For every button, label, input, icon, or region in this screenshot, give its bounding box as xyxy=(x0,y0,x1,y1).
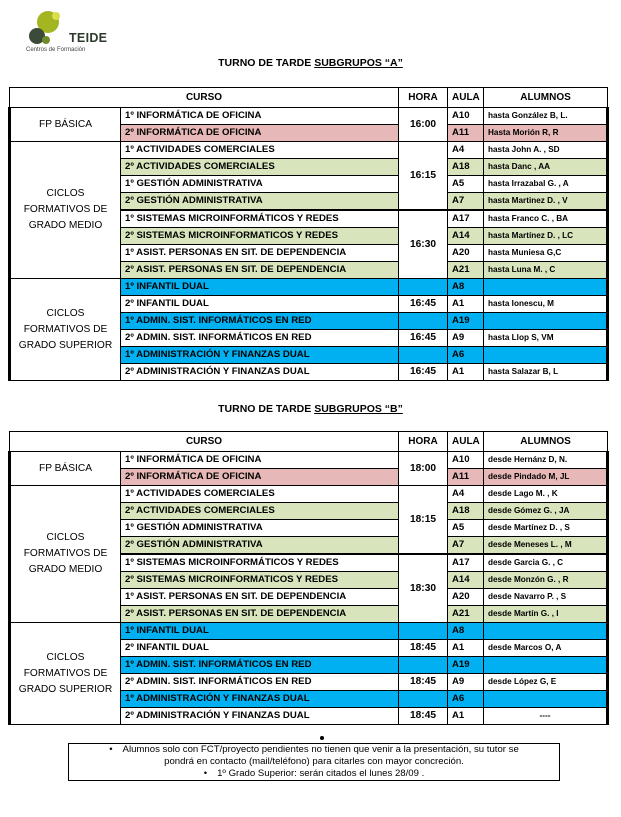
hora-cell: 16:45 xyxy=(399,330,448,347)
aula-cell: A20 xyxy=(448,589,484,606)
alumnos-cell: desde Monzón G. , R xyxy=(484,572,608,589)
alumnos-cell: desde Pindado M, JL xyxy=(484,469,608,486)
bullet-icon: • xyxy=(109,744,113,755)
alumnos-cell: hasta González B, L. xyxy=(484,108,608,125)
hora-cell xyxy=(399,313,448,330)
hora-cell: 16:30 xyxy=(399,210,448,279)
course-cell: 2º INFANTIL DUAL xyxy=(121,640,399,657)
aula-cell: A4 xyxy=(448,142,484,159)
aula-cell: A7 xyxy=(448,193,484,211)
group-fp-basica: FP BÁSICA xyxy=(10,452,121,486)
aula-cell: A6 xyxy=(448,691,484,708)
aula-cell: A17 xyxy=(448,210,484,228)
alumnos-cell xyxy=(484,691,608,708)
aula-cell: A5 xyxy=(448,520,484,537)
course-cell: 2º SISTEMAS MICROINFORMATICOS Y REDES xyxy=(121,572,399,589)
course-cell: 1º ACTIVIDADES COMERCIALES xyxy=(121,486,399,503)
hora-cell: 16:45 xyxy=(399,364,448,381)
course-cell: 1º SISTEMAS MICROINFORMÁTICOS Y REDES xyxy=(121,210,399,228)
table-row xyxy=(10,486,608,503)
aula-cell: A5 xyxy=(448,176,484,193)
hora-cell: 18:45 xyxy=(399,640,448,657)
aula-cell: A11 xyxy=(448,469,484,486)
alumnos-cell: hasta Muniesa G,C xyxy=(484,245,608,262)
header-aula: AULA xyxy=(448,432,484,452)
note-line-1 xyxy=(69,744,559,756)
alumnos-cell xyxy=(484,657,608,674)
alumnos-cell: ---- xyxy=(484,708,608,725)
logo-subtitle: Centros de Formación xyxy=(26,47,86,53)
aula-cell: A1 xyxy=(448,364,484,381)
aula-cell: A11 xyxy=(448,125,484,142)
course-cell: 2º ADMINISTRACIÓN Y FINANZAS DUAL xyxy=(121,708,399,725)
hora-cell: 18:45 xyxy=(399,708,448,725)
course-cell: 1º ADMINISTRACIÓN Y FINANZAS DUAL xyxy=(121,347,399,364)
alumnos-cell xyxy=(484,313,608,330)
group-grado-superior: CICLOS FORMATIVOS DE GRADO SUPERIOR xyxy=(10,279,121,381)
title-subgroup-b xyxy=(0,403,621,415)
hora-cell: 16:00 xyxy=(399,108,448,142)
table-row xyxy=(10,108,608,125)
aula-cell: A18 xyxy=(448,159,484,176)
note-line-3 xyxy=(69,768,559,780)
course-cell: 1º INFORMÁTICA DE OFICINA xyxy=(121,452,399,469)
aula-cell: A20 xyxy=(448,245,484,262)
header-hora: HORA xyxy=(399,432,448,452)
header-aula: AULA xyxy=(448,88,484,108)
header-curso: CURSO xyxy=(10,432,399,452)
alumnos-cell: hasta Luna M. , C xyxy=(484,262,608,279)
course-cell: 2º ACTIVIDADES COMERCIALES xyxy=(121,503,399,520)
bullet-icon: • xyxy=(203,768,208,779)
course-cell: 1º INFORMÁTICA DE OFICINA xyxy=(121,108,399,125)
course-cell: 2º GESTIÓN ADMINISTRATIVA xyxy=(121,193,399,211)
course-cell: 1º GESTIÓN ADMINISTRATIVA xyxy=(121,176,399,193)
hora-cell: 16:15 xyxy=(399,142,448,211)
aula-cell: A17 xyxy=(448,554,484,572)
teide-logo xyxy=(24,10,108,54)
course-cell: 2º INFORMÁTICA DE OFICINA xyxy=(121,469,399,486)
schedule-table-a xyxy=(8,87,609,381)
course-cell: 1º ASIST. PERSONAS EN SIT. DE DEPENDENCIA xyxy=(121,589,399,606)
alumnos-cell: hasta Martínez D. , LC xyxy=(484,228,608,245)
title-a-underlined: SUBGRUPOS “A” xyxy=(314,57,403,69)
aula-cell: A9 xyxy=(448,674,484,691)
aula-cell: A1 xyxy=(448,640,484,657)
hora-cell xyxy=(399,657,448,674)
note-line-2: pondrá en contacto (mail/teléfono) para citarles con mayor concreción. xyxy=(164,756,464,767)
table-row xyxy=(10,142,608,159)
hora-cell: 18:15 xyxy=(399,486,448,555)
group-grado-medio: CICLOS FORMATIVOS DE GRADO MEDIO xyxy=(10,142,121,279)
hora-cell xyxy=(399,279,448,296)
table-row xyxy=(10,623,608,640)
aula-cell: A21 xyxy=(448,606,484,623)
course-cell: 2º GESTIÓN ADMINISTRATIVA xyxy=(121,537,399,555)
logo-brand: TEIDE xyxy=(69,31,108,45)
hora-cell: 18:30 xyxy=(399,554,448,623)
hora-cell xyxy=(399,691,448,708)
alumnos-cell: desde Meneses L. , M xyxy=(484,537,608,555)
alumnos-cell: hasta Ionescu, M xyxy=(484,296,608,313)
aula-cell: A21 xyxy=(448,262,484,279)
alumnos-cell xyxy=(484,623,608,640)
aula-cell: A8 xyxy=(448,623,484,640)
group-grado-medio: CICLOS FORMATIVOS DE GRADO MEDIO xyxy=(10,486,121,623)
title-subgroup-a xyxy=(0,57,621,69)
table-row xyxy=(10,452,608,469)
course-cell: 2º ADMIN. SIST. INFORMÁTICOS EN RED xyxy=(121,674,399,691)
aula-cell: A10 xyxy=(448,452,484,469)
alumnos-cell: desde Martínez D. , S xyxy=(484,520,608,537)
alumnos-cell: Hasta Morión R, R xyxy=(484,125,608,142)
header-hora: HORA xyxy=(399,88,448,108)
hora-cell: 16:45 xyxy=(399,296,448,313)
course-cell: 2º ADMIN. SIST. INFORMÁTICOS EN RED xyxy=(121,330,399,347)
alumnos-cell: hasta Franco C. , BA xyxy=(484,210,608,228)
alumnos-cell: desde Martín G. , I xyxy=(484,606,608,623)
alumnos-cell: hasta Salazar B, L xyxy=(484,364,608,381)
header-curso: CURSO xyxy=(10,88,399,108)
header-alumnos: ALUMNOS xyxy=(484,88,608,108)
course-cell: 1º GESTIÓN ADMINISTRATIVA xyxy=(121,520,399,537)
hora-cell: 18:45 xyxy=(399,674,448,691)
title-a-prefix: TURNO DE TARDE xyxy=(218,57,315,69)
alumnos-cell: desde Hernánz D, N. xyxy=(484,452,608,469)
alumnos-cell: desde Lago M. , K xyxy=(484,486,608,503)
hora-cell xyxy=(399,347,448,364)
logo-spheres-icon xyxy=(24,10,72,46)
note-text-1: Alumnos solo con FCT/proyecto pendientes no tienen que venir a la presentación, su tutor se xyxy=(122,744,519,755)
aula-cell: A7 xyxy=(448,537,484,555)
alumnos-cell: desde Gómez G. , JA xyxy=(484,503,608,520)
title-b-prefix: TURNO DE TARDE xyxy=(218,403,315,415)
course-cell: 2º ASIST. PERSONAS EN SIT. DE DEPENDENCIA xyxy=(121,262,399,279)
hora-cell: 18:00 xyxy=(399,452,448,486)
aula-cell: A8 xyxy=(448,279,484,296)
course-cell: 2º SISTEMAS MICROINFORMATICOS Y REDES xyxy=(121,228,399,245)
course-cell: 1º SISTEMAS MICROINFORMÁTICOS Y REDES xyxy=(121,554,399,572)
header-row xyxy=(10,88,608,108)
alumnos-cell xyxy=(484,279,608,296)
bullet-icon xyxy=(320,736,324,740)
aula-cell: A14 xyxy=(448,572,484,589)
course-cell: 1º INFANTIL DUAL xyxy=(121,279,399,296)
note-text-3: 1º Grado Superior: serán citados el lunes 28/09 . xyxy=(217,768,425,779)
course-cell: 2º ASIST. PERSONAS EN SIT. DE DEPENDENCIA xyxy=(121,606,399,623)
notes-box xyxy=(68,743,560,781)
alumnos-cell: desde Navarro P. , S xyxy=(484,589,608,606)
hora-cell xyxy=(399,623,448,640)
group-grado-superior: CICLOS FORMATIVOS DE GRADO SUPERIOR xyxy=(10,623,121,725)
course-cell: 1º ASIST. PERSONAS EN SIT. DE DEPENDENCIA xyxy=(121,245,399,262)
schedule-table-b xyxy=(8,431,609,725)
course-cell: 2º INFORMÁTICA DE OFICINA xyxy=(121,125,399,142)
aula-cell: A1 xyxy=(448,708,484,725)
course-cell: 1º ADMINISTRACIÓN Y FINANZAS DUAL xyxy=(121,691,399,708)
course-cell: 2º INFANTIL DUAL xyxy=(121,296,399,313)
title-b-underlined: SUBGRUPOS “B” xyxy=(314,403,403,415)
alumnos-cell: desde López G, E xyxy=(484,674,608,691)
course-cell: 2º ACTIVIDADES COMERCIALES xyxy=(121,159,399,176)
aula-cell: A6 xyxy=(448,347,484,364)
alumnos-cell: hasta Llop S, VM xyxy=(484,330,608,347)
aula-cell: A9 xyxy=(448,330,484,347)
course-cell: 2º ADMINISTRACIÓN Y FINANZAS DUAL xyxy=(121,364,399,381)
aula-cell: A18 xyxy=(448,503,484,520)
aula-cell: A4 xyxy=(448,486,484,503)
alumnos-cell: hasta Irrazabal G. , A xyxy=(484,176,608,193)
course-cell: 1º INFANTIL DUAL xyxy=(121,623,399,640)
course-cell: 1º ADMIN. SIST. INFORMÁTICOS EN RED xyxy=(121,657,399,674)
aula-cell: A1 xyxy=(448,296,484,313)
table-row xyxy=(10,279,608,296)
group-fp-basica: FP BÁSICA xyxy=(10,108,121,142)
course-cell: 1º ADMIN. SIST. INFORMÁTICOS EN RED xyxy=(121,313,399,330)
course-cell: 1º ACTIVIDADES COMERCIALES xyxy=(121,142,399,159)
alumnos-cell: desde Marcos O, A xyxy=(484,640,608,657)
alumnos-cell: hasta John A. , SD xyxy=(484,142,608,159)
aula-cell: A10 xyxy=(448,108,484,125)
header-row xyxy=(10,432,608,452)
header-alumnos: ALUMNOS xyxy=(484,432,608,452)
aula-cell: A19 xyxy=(448,657,484,674)
alumnos-cell: desde Garcia G. , C xyxy=(484,554,608,572)
alumnos-cell: hasta Martinez D. , V xyxy=(484,193,608,211)
alumnos-cell xyxy=(484,347,608,364)
aula-cell: A19 xyxy=(448,313,484,330)
aula-cell: A14 xyxy=(448,228,484,245)
alumnos-cell: hasta Danc , AA xyxy=(484,159,608,176)
